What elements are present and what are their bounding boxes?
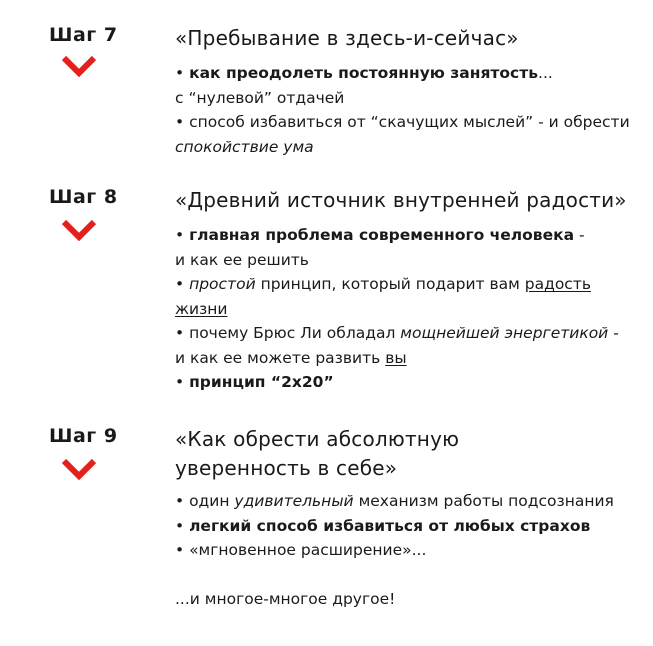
text-segment: спокойствие ума <box>175 137 314 156</box>
bullet-line <box>175 110 635 135</box>
text-segment: радость <box>524 275 591 293</box>
bullet-line <box>175 587 635 612</box>
text-segment: ...и многое-многое другое! <box>175 590 396 608</box>
text-segment: главная проблема современного человека <box>189 226 575 244</box>
bullet-line <box>175 248 635 273</box>
text-segment: • почему Брюс Ли обладал <box>175 324 401 342</box>
step-label: Шаг 7 <box>49 24 118 46</box>
step-title: «Пребывание в здесь-и-сейчас» <box>175 26 519 50</box>
text-segment: принцип, который подарит вам <box>255 275 525 293</box>
text-segment: • <box>175 373 190 391</box>
text-segment: • <box>175 275 190 293</box>
text-segment: мощнейшей энергетикой <box>400 324 609 342</box>
bullet-line <box>175 223 635 248</box>
bullet-line <box>175 86 635 111</box>
text-segment: с “нулевой” отдачей <box>175 88 345 107</box>
text-segment: вы <box>385 348 407 367</box>
bullet-line <box>175 514 635 539</box>
step-label: Шаг 9 <box>49 425 118 447</box>
chevron-down-icon <box>61 458 97 480</box>
chevron-down-icon <box>61 219 97 241</box>
bullet-line <box>175 61 635 86</box>
text-segment: простой <box>189 275 256 293</box>
text-segment: принцип “2х20” <box>189 373 334 391</box>
step-title: «Как обрести абсолютную уверенность в себе» <box>175 427 460 480</box>
text-segment: - <box>574 226 585 244</box>
text-segment: удивительный <box>234 492 354 510</box>
bullet-line <box>175 272 635 297</box>
text-segment: и как ее решить <box>175 250 309 269</box>
text-segment: ... <box>538 64 553 82</box>
text-segment: • «мгновенное расширение»... <box>175 541 427 559</box>
text-segment: механизм работы подсознания <box>353 492 614 510</box>
text-segment: как преодолеть постоянную занятость <box>189 64 539 82</box>
bullet-line <box>175 370 635 395</box>
bullet-line <box>175 135 635 160</box>
bullet-line <box>175 321 635 346</box>
step-bullets <box>175 489 635 612</box>
bullet-line <box>175 489 635 514</box>
chevron-down-icon <box>61 55 97 77</box>
text-segment: • <box>175 64 190 82</box>
bullet-line <box>175 346 635 371</box>
text-segment: • один <box>175 492 235 510</box>
text-segment: и как ее можете развить <box>175 348 386 367</box>
step-title: «Древний источник внутренней радости» <box>175 188 627 212</box>
text-segment: - <box>608 324 619 342</box>
text-segment: легкий способ избавиться от любых страхов <box>189 516 591 535</box>
text-segment: • <box>175 516 190 535</box>
text-segment: жизни <box>175 299 228 318</box>
step-label: Шаг 8 <box>49 186 118 208</box>
text-segment: • способ избавиться от “скачущих мыслей” - и обрести <box>175 113 630 131</box>
step-bullets <box>175 61 635 159</box>
bullet-line <box>175 297 635 322</box>
bullet-line <box>175 563 635 588</box>
bullet-line <box>175 538 635 563</box>
step-bullets <box>175 223 635 395</box>
text-segment: • <box>175 226 190 244</box>
